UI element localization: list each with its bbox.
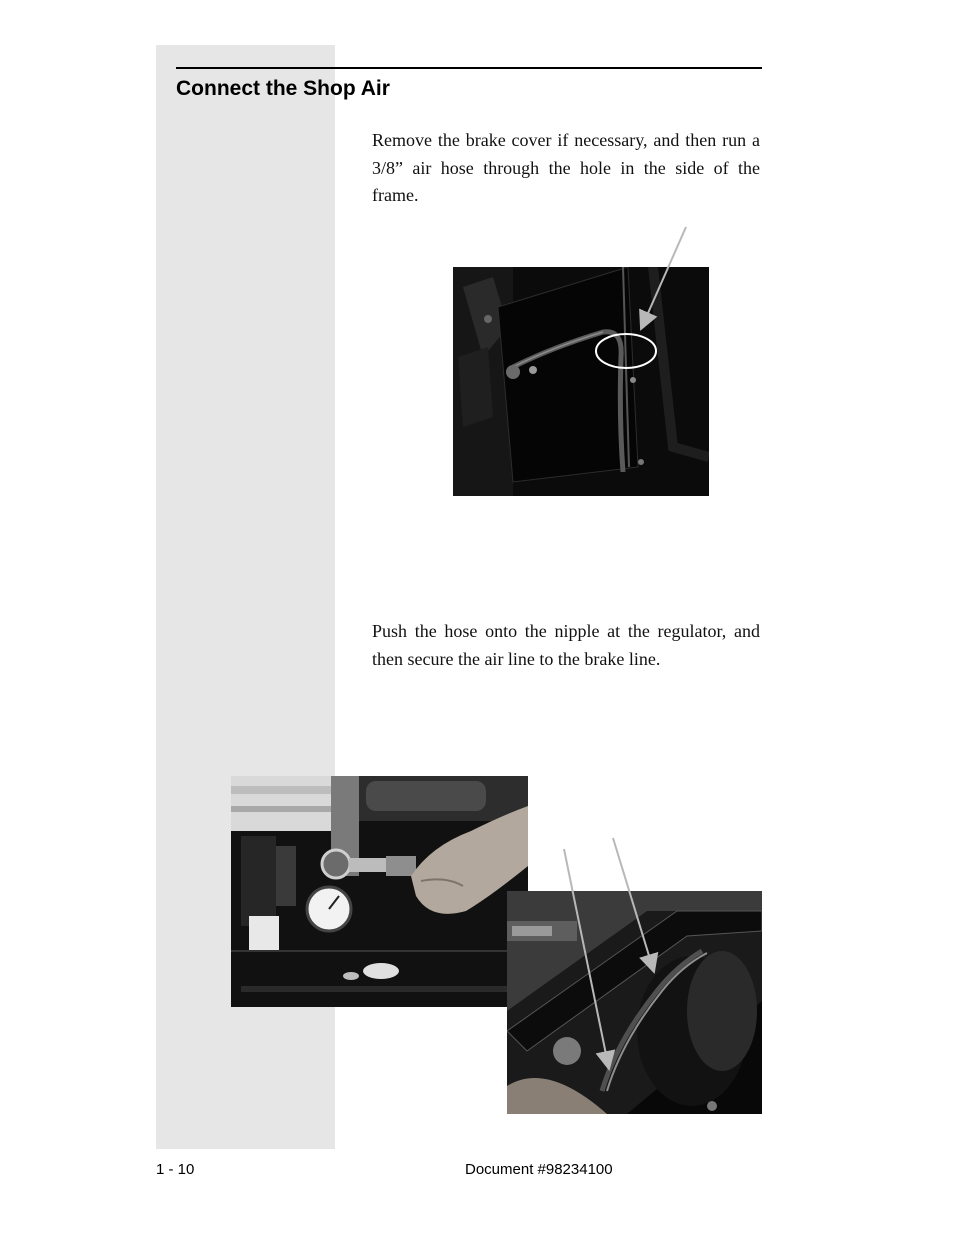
document-number: Document #98234100 <box>465 1161 613 1178</box>
regulator-photo <box>231 776 528 1007</box>
brake-line-photo <box>507 891 762 1114</box>
heading-rule <box>176 67 762 69</box>
instruction-paragraph-2: Push the hose onto the nipple at the regulator, and then secure the air line to the brake line. <box>372 621 760 669</box>
instruction-paragraph-1: Remove the brake cover if necessary, and then run a 3/8” air hose through the hole in the side of the frame. <box>372 130 760 205</box>
page-number: 1 - 10 <box>156 1161 195 1178</box>
page-title: Connect the Shop Air <box>176 77 390 100</box>
frame-hose-photo <box>453 267 709 496</box>
